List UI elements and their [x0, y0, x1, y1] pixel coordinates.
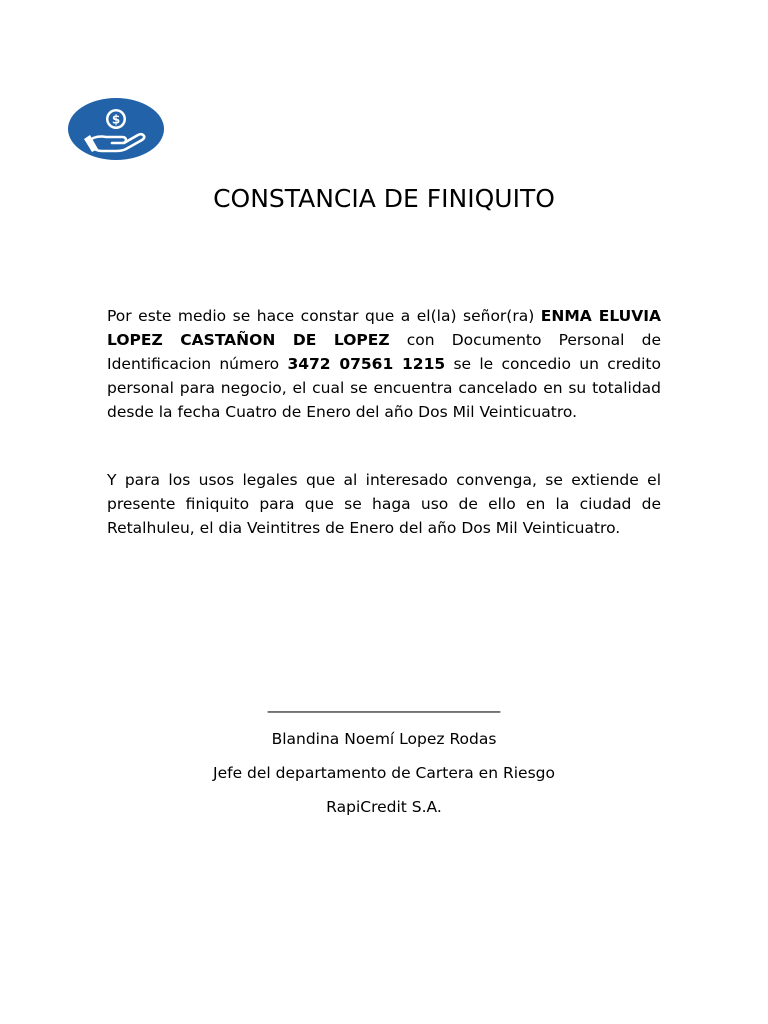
paragraph-end: se le concedio un credito personal para negocio, el cual se encuentra cancelado en su totalidad desde la fecha Cuatro de Enero del año Dos Mil Veinticuatro. — [107, 355, 661, 421]
signature-line: ______________________________ — [267, 695, 501, 713]
company-name: RapiCredit S.A. — [326, 798, 442, 816]
signatory-name: Blandina Noemí Lopez Rodas — [271, 730, 497, 748]
signatory-role: Jefe del departamento de Cartera en Riesgo — [213, 764, 555, 782]
legal-use-paragraph: Y para los usos legales que al interesado convenga, se extiende el presente finiquito para que se haga uso de ello en la ciudad de Retalhuleu, el dia Veintitres de Enero del año Dos Mil Veinticuatro. — [107, 471, 661, 537]
document-number: 3472 07561 1215 — [287, 355, 446, 373]
document-title: CONSTANCIA DE FINIQUITO — [213, 184, 555, 213]
hand-holding-dollar-icon — [66, 97, 166, 161]
paragraph-mid: con Documento Personal de Identificacion número — [107, 331, 661, 373]
paragraph-intro: Por este medio se hace constar que a el(la) señor(ra) — [107, 307, 541, 325]
company-logo — [66, 97, 166, 161]
svg-text:$: $ — [111, 112, 121, 127]
client-name: ENMA ELUVIA LOPEZ CASTAÑON DE LOPEZ — [107, 307, 661, 349]
certification-paragraph — [107, 304, 661, 424]
